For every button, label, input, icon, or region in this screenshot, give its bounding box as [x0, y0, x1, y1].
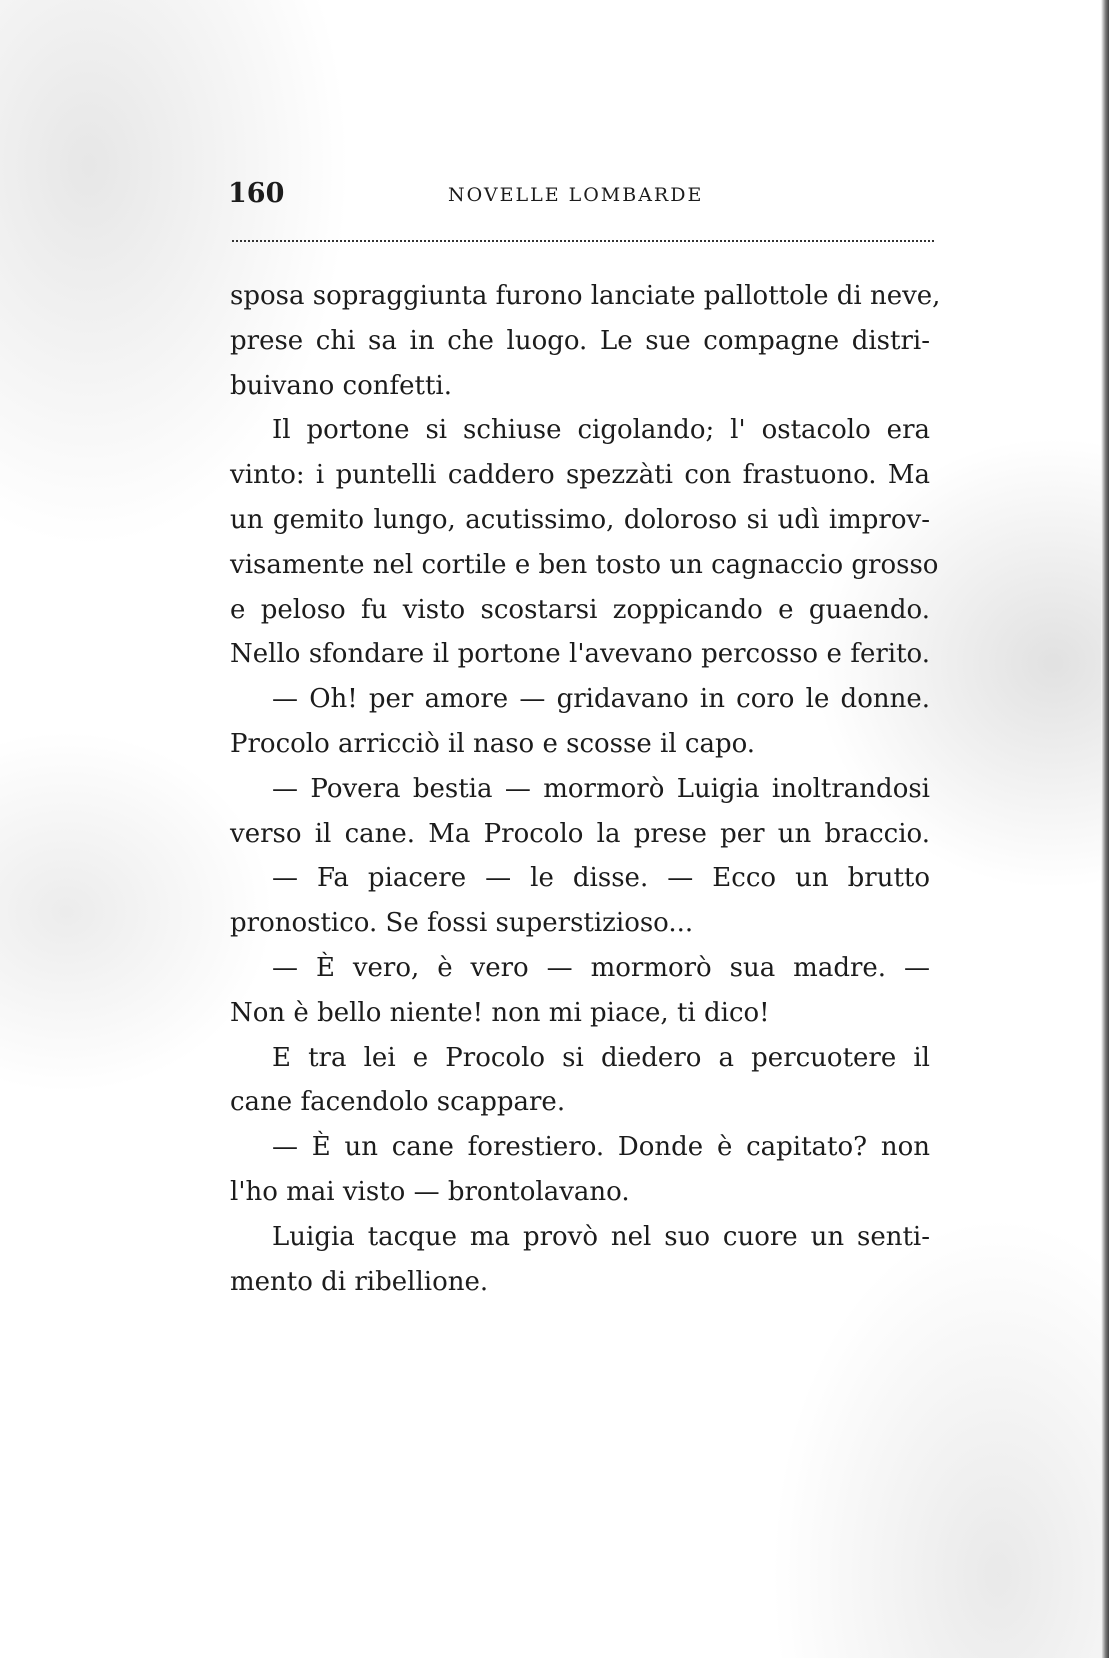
body-text	[230, 274, 941, 1304]
text-line: — È vero, è vero — mormorò sua madre. —	[272, 952, 930, 983]
text-line: — Povera bestia — mormorò Luigia inoltrandosi	[272, 773, 930, 804]
text-line: pronostico. Se fossi superstizioso...	[230, 908, 694, 939]
text-line: E tra lei e Procolo si diedero a percuotere il	[272, 1042, 930, 1073]
text-line: vinto: i puntelli caddero spezzàti con frastuono. Ma	[230, 460, 930, 491]
text-line: mento di ribellione.	[230, 1266, 489, 1297]
text-line: sposa sopraggiunta furono lanciate pallottole di neve,	[230, 281, 941, 311]
text-line: cane facendolo scappare.	[230, 1087, 566, 1118]
text-line: — Oh! per amore — gridavano in coro le donne.	[272, 684, 930, 715]
text-line: verso il cane. Ma Procolo la prese per un braccio.	[230, 818, 930, 849]
text-line: — Fa piacere — le disse. — Ecco un brutto	[272, 863, 930, 894]
text-line: Il portone si schiuse cigolando; l' ostacolo era	[272, 415, 930, 446]
text-line: Nello sfondare il portone l'avevano percosso e ferito.	[230, 639, 930, 670]
text-line: e peloso fu visto scostarsi zoppicando e guaendo.	[230, 594, 930, 625]
text-line: Procolo arricciò il naso e scosse il capo.	[230, 728, 756, 759]
text-line: prese chi sa in che luogo. Le sue compagne distri-	[230, 325, 930, 356]
text-line: l'ho mai visto — brontolavano.	[230, 1176, 630, 1207]
page-edge-shadow	[1101, 0, 1109, 1658]
text-line: Non è bello niente! non mi piace, ti dico!	[230, 997, 770, 1028]
page-number: 160	[228, 178, 285, 209]
text-line: buivano confetti.	[230, 370, 453, 401]
text-line: — È un cane forestiero. Donde è capitato? non	[272, 1132, 930, 1163]
text-line: visamente nel cortile e ben tosto un cagnaccio grosso	[230, 549, 939, 580]
text-line: un gemito lungo, acutissimo, doloroso si udì improv-	[230, 504, 930, 535]
header-rule	[232, 240, 934, 242]
running-head: NOVELLE LOMBARDE	[448, 184, 704, 206]
page-header	[228, 178, 938, 218]
text-line: Luigia tacque ma provò nel suo cuore un senti-	[272, 1221, 930, 1252]
